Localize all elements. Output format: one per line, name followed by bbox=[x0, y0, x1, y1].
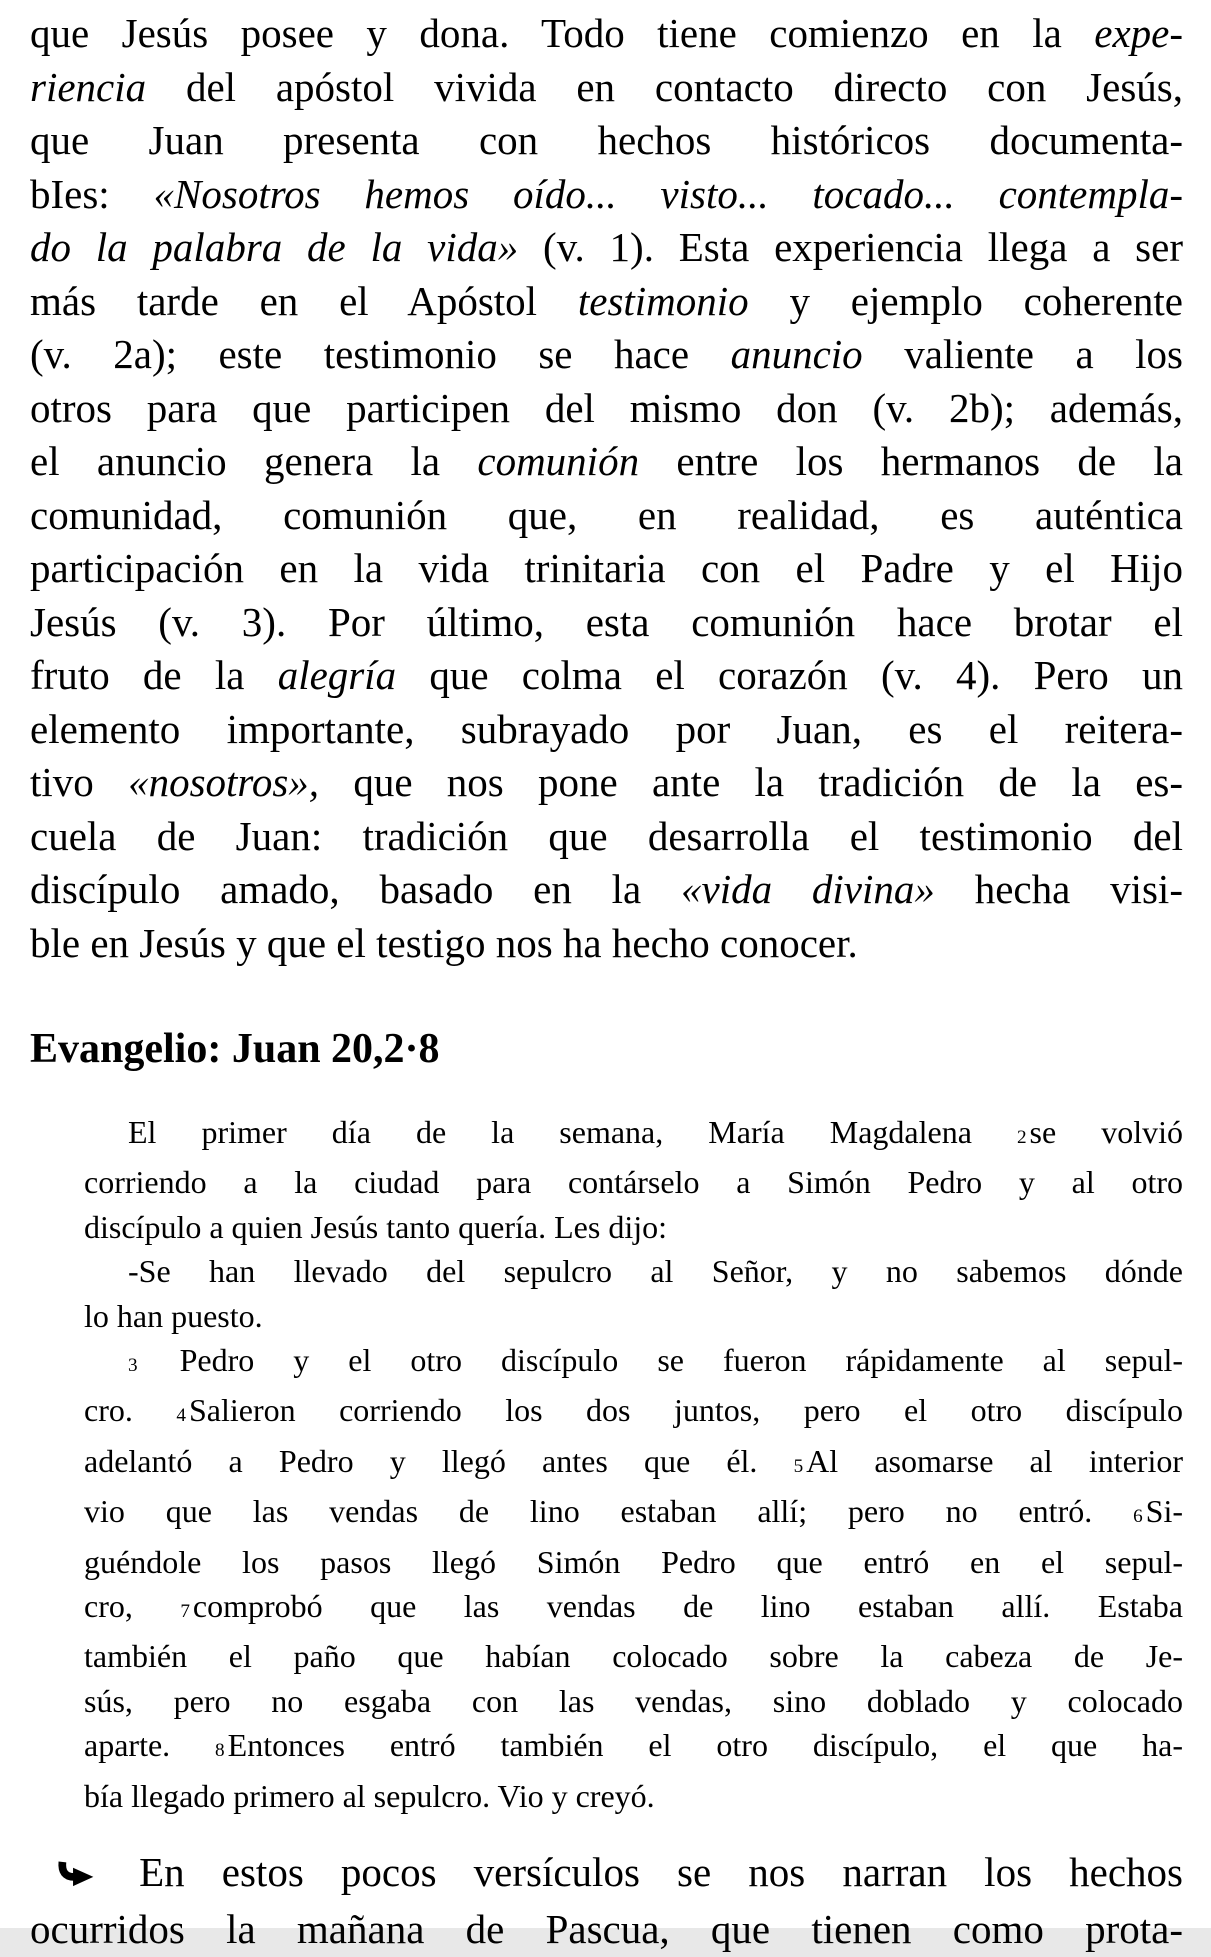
text-segment: Salieron corriendo los dos juntos, pero el otro discípulo bbox=[188, 1392, 1184, 1429]
text-segment: (v. 1). Esta experiencia llega a ser bbox=[518, 224, 1183, 270]
text-line bbox=[30, 435, 1183, 489]
text-line bbox=[30, 756, 1183, 810]
text-segment: que colma el corazón (v. 4). Pero un bbox=[396, 652, 1183, 698]
text-line bbox=[30, 382, 1183, 436]
italic-segment: alegría bbox=[277, 652, 397, 698]
text-line bbox=[84, 1294, 1183, 1338]
verse-number: 7 bbox=[180, 1601, 190, 1623]
text-segment: discípulo amado, basado en la bbox=[30, 866, 682, 912]
italic-segment: «vida divina» bbox=[681, 866, 935, 912]
text-segment: otros para que participen del mismo don (v. 2b); además, bbox=[30, 384, 1183, 431]
text-segment: guéndole los pasos llegó Simón Pedro que entró en el sepul- bbox=[84, 1543, 1183, 1580]
text-line bbox=[30, 114, 1183, 168]
commentary-paragraph bbox=[30, 7, 1183, 970]
text-segment: Jesús (v. 3). Por último, esta comunión hace brotar el bbox=[30, 598, 1183, 645]
text-segment: cro, bbox=[84, 1588, 181, 1625]
text-line bbox=[84, 1110, 1183, 1160]
text-line bbox=[30, 917, 1183, 971]
text-segment: que Juan presenta con hechos históricos documenta- bbox=[30, 117, 1183, 163]
text-segment: comunidad, comunión que, en realidad, es auténtica bbox=[30, 491, 1183, 538]
text-segment: que Jesús posee y dona. Todo tiene comienzo en la bbox=[30, 10, 1095, 56]
text-segment: valiente a los bbox=[862, 331, 1183, 377]
text-segment: bIes: bbox=[30, 170, 154, 217]
verse-number: 3 bbox=[128, 1355, 138, 1377]
text-line bbox=[84, 1205, 1183, 1249]
text-line bbox=[30, 328, 1183, 382]
text-segment: elemento importante, subrayado por Juan, es el reitera- bbox=[30, 705, 1183, 752]
text-line bbox=[30, 489, 1183, 543]
text-segment: Al asomarse al interior bbox=[806, 1442, 1184, 1479]
text-segment: y ejemplo coherente bbox=[748, 277, 1183, 324]
text-segment: fruto de la bbox=[30, 652, 278, 698]
gospel-paragraph bbox=[84, 1338, 1183, 1818]
text-segment: hecha visi- bbox=[934, 866, 1183, 912]
gospel-section-heading: Evangelio: Juan 20,2·8 bbox=[30, 1026, 440, 1072]
text-line bbox=[30, 61, 1183, 115]
text-segment: adelantó a Pedro y llegó antes que él. bbox=[84, 1442, 794, 1479]
text-segment: más tarde en el Apóstol bbox=[30, 277, 578, 324]
text-line bbox=[84, 1679, 1183, 1723]
conclusion-paragraph bbox=[30, 1844, 1183, 1957]
text-line bbox=[30, 7, 1183, 61]
text-segment: también el paño que habían colocado sobre la cabeza de Je- bbox=[84, 1638, 1183, 1675]
text-segment: En estos pocos versículos se nos narran los hechos bbox=[102, 1849, 1183, 1896]
text-line bbox=[84, 1489, 1183, 1539]
text-line bbox=[84, 1723, 1183, 1773]
italic-segment: testimonio bbox=[577, 277, 749, 324]
text-line bbox=[30, 810, 1183, 864]
italic-segment: «nosotros», bbox=[128, 759, 320, 805]
text-line bbox=[84, 1439, 1183, 1489]
curved-right-arrow-icon bbox=[52, 1860, 96, 1889]
text-segment: sús, pero no esgaba con las vendas, sino doblado y colocado bbox=[84, 1682, 1183, 1719]
italic-segment: riencia bbox=[30, 63, 147, 110]
text-segment: ocurridos la mañana de Pascua, que tienen como prota- bbox=[30, 1905, 1183, 1952]
text-line bbox=[30, 221, 1183, 275]
text-segment: cuela de Juan: tradición que desarrolla el testimonio del bbox=[30, 812, 1183, 859]
text-line bbox=[84, 1774, 1183, 1818]
text-segment: -Se han llevado del sepulcro al Señor, y no sabemos dónde bbox=[128, 1253, 1183, 1290]
text-line bbox=[30, 703, 1183, 757]
text-line bbox=[30, 542, 1183, 596]
verse-number: 2 bbox=[1016, 1127, 1027, 1148]
text-segment: El primer día de la semana, María Magdalena bbox=[128, 1114, 1017, 1150]
italic-segment: «Nosotros hemos oído... visto... tocado... contempla- bbox=[153, 170, 1184, 217]
italic-segment: comunión bbox=[477, 438, 640, 484]
text-line bbox=[84, 1388, 1183, 1438]
text-segment: participación en la vida trinitaria con el Padre y el Hijo bbox=[30, 545, 1183, 591]
verse-number: 6 bbox=[1133, 1506, 1143, 1528]
text-segment: bía llegado primero al sepulcro. Vio y creyó. bbox=[84, 1777, 655, 1814]
text-line bbox=[84, 1249, 1183, 1293]
text-segment: discípulo a quien Jesús tanto quería. Les dijo: bbox=[84, 1208, 667, 1245]
text-line bbox=[30, 649, 1183, 703]
text-segment: lo han puesto. bbox=[84, 1297, 263, 1334]
text-segment: vio que las vendas de lino estaban allí; pero no entró. bbox=[84, 1493, 1134, 1530]
text-line bbox=[84, 1584, 1183, 1634]
text-line bbox=[30, 863, 1183, 917]
text-segment: que nos pone ante la tradición de la es- bbox=[319, 759, 1183, 805]
text-line bbox=[84, 1338, 1183, 1388]
gospel-paragraph bbox=[84, 1249, 1183, 1338]
text-segment: aparte. bbox=[84, 1727, 216, 1764]
text-segment: ble en Jesús y que el testigo nos ha hecho conocer. bbox=[30, 919, 858, 966]
text-segment: Entonces entró también el otro discípulo, el que ha- bbox=[227, 1727, 1184, 1764]
verse-number: 8 bbox=[215, 1740, 225, 1762]
verse-number: 5 bbox=[793, 1455, 804, 1477]
text-line bbox=[30, 596, 1183, 650]
text-line bbox=[84, 1634, 1183, 1678]
text-segment: cro. bbox=[84, 1392, 177, 1429]
text-segment: corriendo a la ciudad para contárselo a Simón Pedro y al otro bbox=[84, 1164, 1183, 1201]
text-line bbox=[84, 1540, 1183, 1584]
text-segment: Si- bbox=[1145, 1493, 1183, 1530]
italic-segment: expe- bbox=[1094, 10, 1183, 56]
text-line bbox=[30, 1901, 1183, 1957]
text-line bbox=[30, 168, 1183, 222]
italic-segment: anuncio bbox=[730, 331, 863, 377]
gospel-reading-text bbox=[84, 1110, 1183, 1818]
text-line bbox=[30, 275, 1183, 329]
text-segment: comprobó que las vendas de lino estaban allí. Estaba bbox=[192, 1588, 1183, 1625]
text-segment: tivo bbox=[30, 759, 129, 805]
text-line bbox=[84, 1160, 1183, 1204]
text-segment: Pedro y el otro discípulo se fueron rápidamente al sepul- bbox=[140, 1342, 1183, 1379]
text-segment: (v. 2a); este testimonio se hace bbox=[30, 331, 731, 377]
text-segment: el anuncio genera la bbox=[30, 438, 478, 484]
text-segment: del apóstol vivida en contacto directo con Jesús, bbox=[146, 63, 1183, 110]
gospel-paragraph bbox=[84, 1110, 1183, 1249]
text-line bbox=[30, 1844, 1183, 1901]
text-segment: se volvió bbox=[1029, 1114, 1184, 1150]
text-segment: entre los hermanos de la bbox=[639, 438, 1183, 484]
italic-segment: do la palabra de la vida» bbox=[30, 224, 519, 270]
verse-number: 4 bbox=[176, 1405, 186, 1427]
